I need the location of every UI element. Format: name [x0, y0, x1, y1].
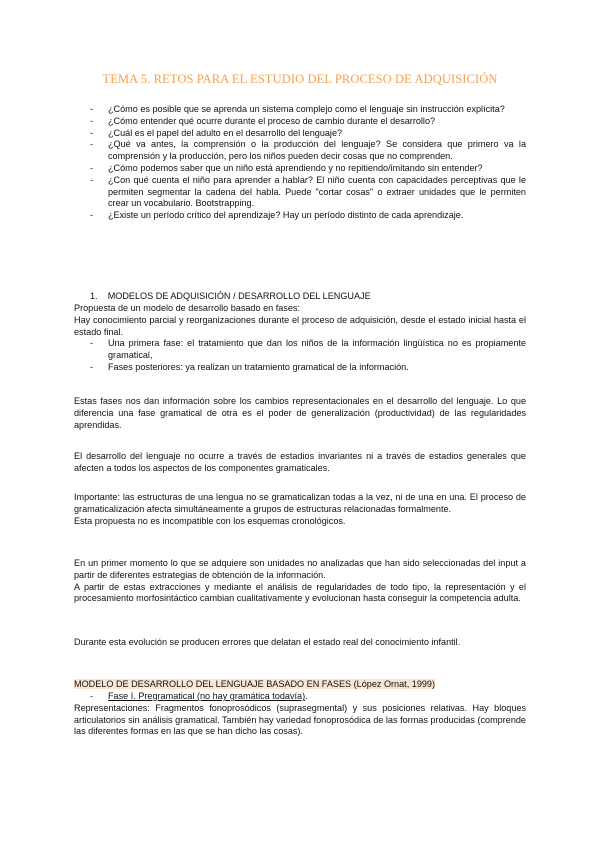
paragraph-block [74, 558, 526, 605]
model-body [74, 691, 526, 738]
list-item: - ¿Cuál es el papel del adulto en el desarrollo del lenguaje? [90, 127, 343, 138]
section-title: MODELOS DE ADQUISICIÓN / DESARROLLO DEL LENGUAJE [107, 291, 371, 301]
section-body [74, 303, 526, 374]
phase-title: Fase I. Pregramatical (no hay gramática todavía) [108, 691, 306, 701]
list-item: - ¿Cómo es posible que se aprenda un sistema complejo como el lenguaje sin instrucción explícita? [90, 104, 505, 114]
paragraph: Importante: las estructuras de una lengua no se gramaticalizan todas a la vez, ni de una en una. El proceso de gramaticalización afecta simultáneamente a grupos de estructuras relacionadas formalmente. [74, 492, 526, 514]
section-number: 1. [90, 291, 98, 301]
paragraph: Esta propuesta no es incompatible con los esquemas cronológicos. [74, 515, 346, 526]
paragraph: Hay conocimiento parcial y reorganizaciones durante el proceso de adquisición, desde el estado inicial hasta el estado final. [74, 314, 526, 337]
paragraph: En un primer momento lo que se adquiere son unidades no analizadas que han sido seleccionadas del input a partir de diferentes estrategias de obtención de la información. [74, 558, 526, 580]
model-heading: MODELO DE DESARROLLO DEL LENGUAJE BASADO EN FASES (López Ornat, 1999) [74, 679, 436, 689]
paragraph-block [74, 492, 526, 527]
paragraph: Representaciones: Fragmentos fonoprosódicos (suprasegmental) y sus posiciones relativas. Hay bloques articulatorios sin análisis gramatical. También hay variedad fonoprosódica de las formas producidas (comprende las diferentes formas en las que se han dicho las cosas). [74, 702, 526, 737]
paragraph: Estas fases nos dan información sobre los cambios representacionales en el desarrollo del lenguaje. Lo que diferencia una fase gramatical de otra es el poder de generalización (productividad) de las regularidades aprendidas. [74, 396, 526, 430]
list-item: - Una primera fase: el tratamiento que dan los niños de la información lingüística no es propiamente gramatical, [90, 338, 526, 361]
intro-text: Propuesta de un modelo de desarrollo basado en fases: [74, 303, 300, 313]
paragraph: Durante esta evolución se producen errores que delatan el estado real del conocimiento infantil. [74, 637, 461, 647]
list-item: - ¿Con qué cuenta el niño para aprender a hablar? El niño cuenta con capacidades perceptivas que le permiten segmentar la cadena del habla. Puede "cortar cosas" o extraer unidades que le permiten crear un vocabulario. Bootstrapping. [90, 174, 526, 209]
list-item: - ¿Existe un período crítico del aprendizaje? Hay un período distinto de cada aprendizaje. [90, 210, 464, 221]
questions-list [74, 104, 526, 222]
page-title: TEMA 5. RETOS PARA EL ESTUDIO DEL PROCESO DE ADQUISICIÓN [102, 72, 498, 86]
list-item: - ¿Cómo podemos saber que un niño está aprendiendo y no repitiendo/imitando sin entender? [90, 162, 483, 173]
paragraph: El desarrollo del lenguaje no ocurre a través de estadios invariantes ni a través de estadios generales que afecten a todos los aspectos de los componentes gramaticales. [74, 451, 526, 473]
list-item: - ¿Qué va antes, la comprensión o la producción del lenguaje? Se considera que primero va la comprensión y la producción, pero los niños pueden decir cosas que no comprenden. [90, 139, 526, 162]
paragraph: A partir de estas extracciones y mediante el análisis de regularidades de todo tipo, la representación y el procesamiento morfosintáctico cambian cualitativamente y evolucionan hasta conseguir la competencia adulta. [74, 581, 526, 604]
model-heading-line [74, 679, 526, 691]
list-item: - ¿Cómo entender qué ocurre durante el proceso de cambio durante el desarrollo? [90, 115, 436, 126]
list-item: - Fase I. Pregramatical (no hay gramática todavía). [90, 691, 308, 701]
list-item: - Fases posteriores: ya realizan un tratamiento gramatical de la información. [90, 361, 409, 372]
section-heading [90, 291, 526, 303]
